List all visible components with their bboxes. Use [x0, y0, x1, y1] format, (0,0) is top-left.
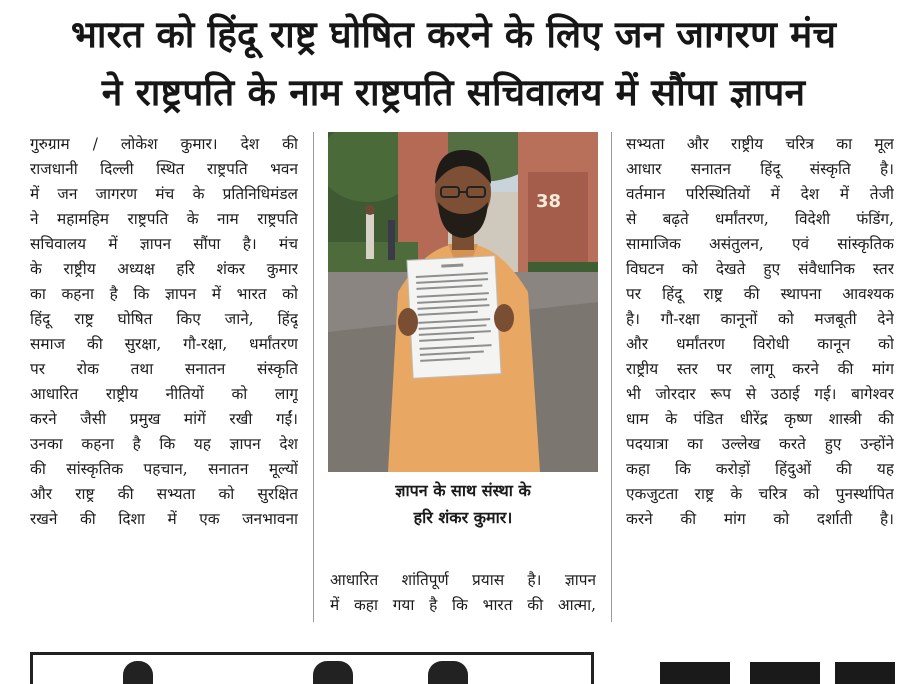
right-column-line: है। गौ-रक्षा कानूनों को मजबूती देने — [626, 310, 894, 328]
headline-line-1: भारत को हिंदू राष्ट्र घोषित करने के लिए जन जागरण मंच — [70, 13, 837, 56]
left-column-line: पर रोक तथा सनातन संस्कृति — [30, 360, 298, 378]
news-photo — [328, 132, 598, 472]
right-column-line: करने की मांग को दर्शाती है। — [626, 510, 894, 528]
wall-number: 38 — [536, 191, 562, 212]
next-headline-fragment — [123, 661, 153, 684]
left-column-line: रखने की दिशा में एक जनभावना — [30, 510, 298, 528]
right-column-line: और धर्मांतरण विरोधी कानून को — [626, 335, 894, 353]
left-column-line: और राष्ट्र की सभ्यता को सुरक्षित — [30, 485, 298, 503]
left-column-line: राजधानी दिल्ली स्थित राष्ट्रपति भवन — [30, 160, 298, 178]
column-divider-right — [611, 132, 612, 622]
left-column-line: हिंदू राष्ट्र घोषित किए जाने, हिंदू — [30, 310, 298, 328]
left-column-line: उनका कहना है कि यह ज्ञापन देश — [30, 435, 298, 453]
left-column-line: आधारित राष्ट्रीय नीतियों को लागू — [30, 385, 298, 403]
left-column — [30, 132, 298, 532]
next-heading-fragment — [750, 662, 820, 684]
left-column-line: के राष्ट्रीय अध्यक्ष हरि शंकर कुमार — [30, 260, 298, 278]
next-article-heading — [640, 650, 907, 684]
right-column-line: आधार सनातन हिंदू संस्कृति है। — [626, 160, 894, 178]
left-column-line: का कहना है कि ज्ञापन में भारत को — [30, 285, 298, 303]
right-column-line: से बढ़ते धर्मांतरण, विदेशी फंडिंग, — [626, 210, 894, 228]
next-headline-fragment — [313, 661, 353, 684]
left-column-line: करने जैसी प्रमुख मांगें रखी गईं। — [30, 410, 298, 428]
column-divider-left — [313, 132, 314, 622]
right-column-line: सामाजिक असंतुलन, एवं सांस्कृतिक — [626, 235, 894, 253]
right-column — [626, 132, 894, 532]
right-column-line: पर हिंदू राष्ट्र की स्थापना आवश्यक — [626, 285, 894, 303]
right-column-line: वर्तमान परिस्थितियों में देश में तेजी — [626, 185, 894, 203]
right-column-line: एकजुटता राष्ट्र के चरित्र को पुनर्स्थापित — [626, 485, 894, 503]
middle-column-line: आधारित शांतिपूर्ण प्रयास है। ज्ञापन — [330, 571, 596, 589]
photo-caption-line-2: हरि शंकर कुमार। — [413, 508, 513, 527]
next-headline-fragment — [428, 661, 468, 684]
left-column-line: समाज की सुरक्षा, गौ-रक्षा, धर्मांतरण — [30, 335, 298, 353]
right-column-line: सभ्यता और राष्ट्रीय चरित्र का मूल — [626, 135, 894, 153]
next-heading-fragment — [660, 662, 730, 684]
right-column-line: राष्ट्रीय स्तर पर लागू करने की मांग — [626, 360, 894, 378]
left-column-line: सचिवालय में ज्ञापन सौंपा है। मंच — [30, 235, 298, 253]
photo-caption — [328, 477, 598, 531]
right-column-line: कहा कि करोड़ों हिंदुओं की यह — [626, 460, 894, 478]
headline-line-2: ने राष्ट्रपति के नाम राष्ट्रपति सचिवालय में सौंपा ज्ञापन — [101, 71, 806, 114]
right-column-line: पदयात्रा का उल्लेख करते हुए उन्होंने — [626, 435, 894, 453]
left-column-line: की सांस्कृतिक पहचान, सनातन मूल्यों — [30, 460, 298, 478]
right-column-line: धाम के पंडित धीरेंद्र कृष्ण शास्त्री की — [626, 410, 894, 428]
middle-column — [330, 568, 596, 618]
middle-column-line: में कहा गया है कि भारत की आत्मा, — [330, 596, 596, 614]
left-column-line: गुरुग्राम / लोकेश कुमार। देश की — [30, 135, 298, 153]
right-column-line: विघटन को देखते हुए संवैधानिक स्तर — [626, 260, 894, 278]
next-article-box — [30, 652, 594, 684]
photo-caption-line-1: ज्ञापन के साथ संस्था के — [395, 481, 531, 500]
headline — [0, 6, 907, 122]
right-column-line: भी जोरदार रूप से उठाई गई। बागेश्वर — [626, 385, 894, 403]
left-column-line: ने महामहिम राष्ट्रपति के नाम राष्ट्रपति — [30, 210, 298, 228]
next-heading-fragment — [835, 662, 895, 684]
left-column-line: में जन जागरण मंच के प्रतिनिधिमंडल — [30, 185, 298, 203]
